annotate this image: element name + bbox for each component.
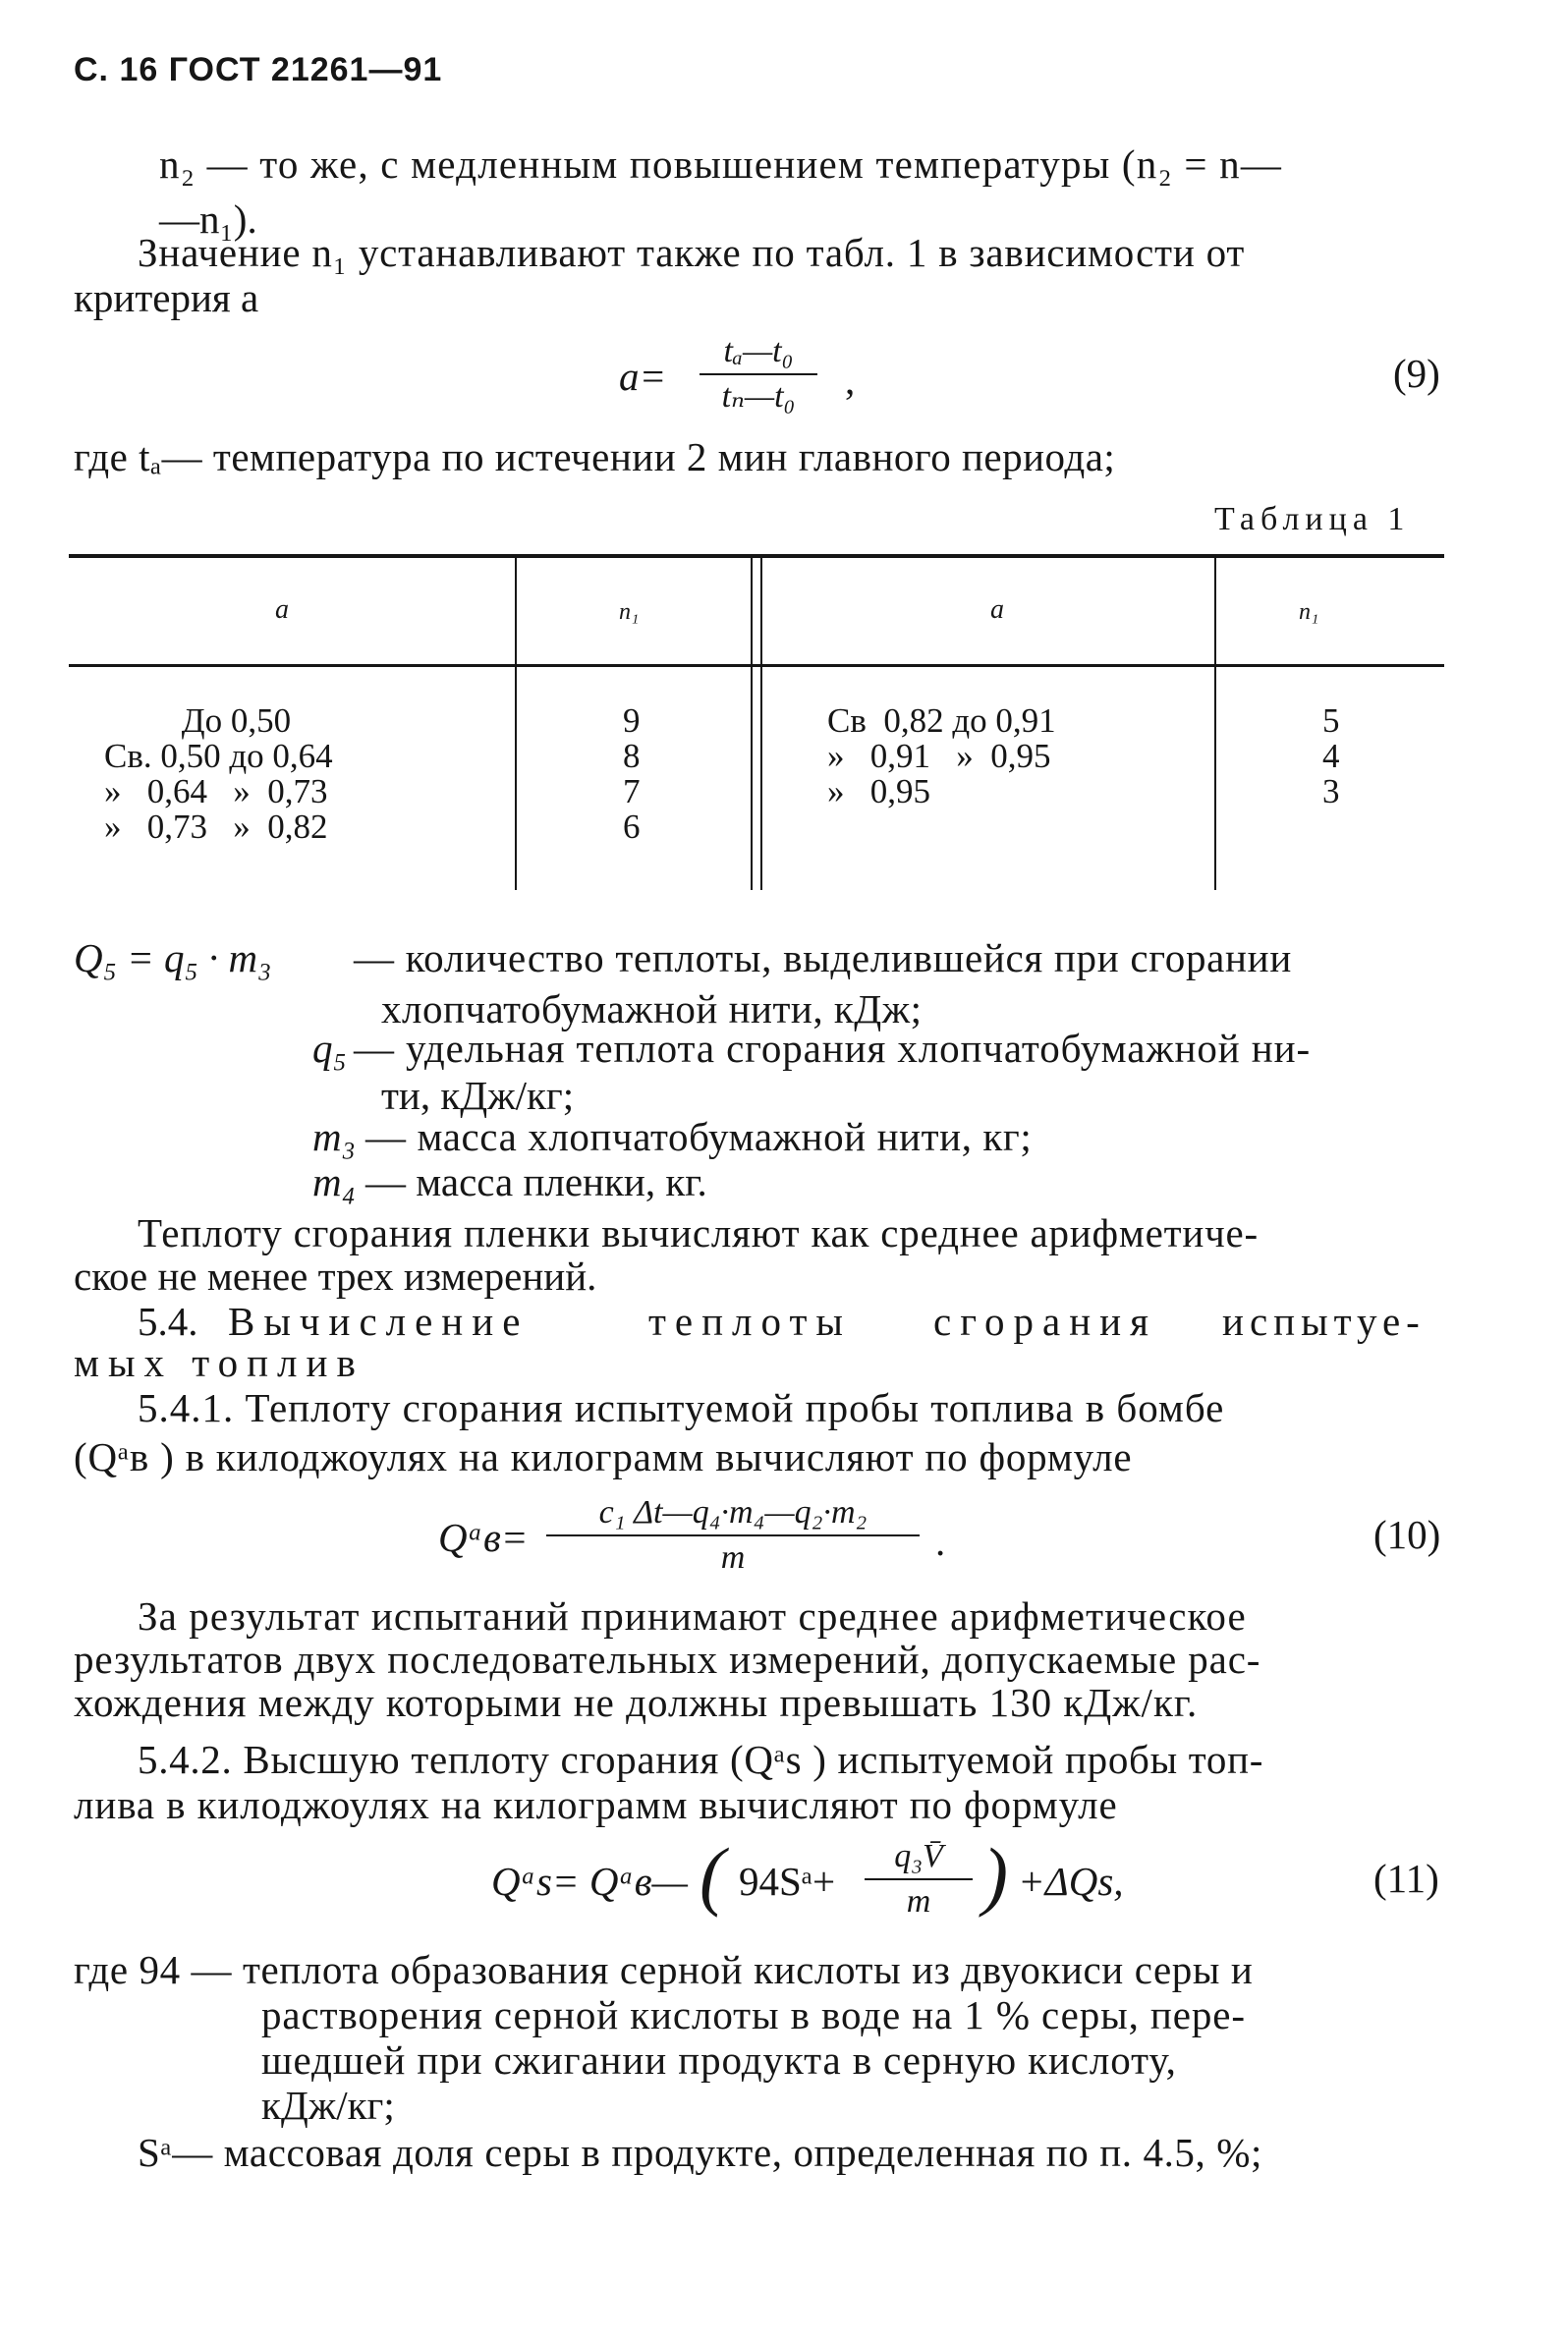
eq11-denominator: m — [906, 1883, 931, 1920]
where94-line-2: растворения серной кислоты в воде на 1 % серы, пере- — [261, 1992, 1246, 2037]
eq9-lhs: a= — [619, 354, 667, 399]
line-n1-value: Значение n₁ устанавливают также по табл. 1 в зависимости от — [138, 230, 1246, 275]
eq11-paren-open: ( — [700, 1832, 725, 1918]
def-q5-lhs: Q₅ = q₅ · m₃ — [74, 935, 272, 980]
table-left-n1-values: 9 8 7 6 — [623, 701, 641, 846]
table-left-a-values: До 0,50 Св. 0,50 до 0,64 » 0,64 » 0,73 » 0,73 » 0,82 — [104, 701, 333, 846]
table-caption: Таблица 1 — [1214, 501, 1411, 537]
page-header: С. 16 ГОСТ 21261—91 — [74, 51, 443, 88]
table-head-n1-left: n₁ — [619, 599, 640, 625]
def-q5s-lhs: q₅ — [312, 1026, 347, 1071]
line-n2-definition: n₂ — то же, с медленным повышением температуры (n₂ = n— — [159, 141, 1283, 187]
eq10-fraction — [546, 1493, 920, 1578]
def-m3-text: — масса хлопчатобумажной нити, кг; — [365, 1114, 1033, 1159]
table-head-a-left: a — [275, 594, 289, 625]
def-q5s-text-1: — удельная теплота сгорания хлопчатобумажной ни- — [354, 1026, 1312, 1071]
where94-line-4: кДж/кг; — [261, 2083, 395, 2128]
p541-line-2: (Qᵃв ) в килоджоулях на килограмм вычисляют по формуле — [74, 1434, 1133, 1479]
para-film-heat-1: Теплоту сгорания пленки вычисляют как среднее арифметиче- — [138, 1210, 1259, 1255]
p541-line-1: 5.4.1. Теплоту сгорания испытуемой пробы топлива в бомбе — [138, 1385, 1225, 1430]
def-m3-lhs: m₃ — [312, 1114, 356, 1159]
table-header-rule — [69, 664, 1444, 667]
section-54-number: 5.4. — [138, 1299, 198, 1344]
eq10-number: (10) — [1373, 1512, 1441, 1557]
def-m4-text: — масса пленки, кг. — [365, 1159, 707, 1204]
eq10-numerator: c₁ Δt—q₄·m₄—q₂·m₂ — [598, 1494, 868, 1531]
eq10-tail: . — [935, 1519, 946, 1564]
para-film-heat-2: ское не менее трех измерений. — [74, 1254, 597, 1299]
p542-line-1: 5.4.2. Высшую теплоту сгорания (Qᵃs ) испытуемой пробы топ- — [138, 1737, 1264, 1782]
def-m4-lhs: m₄ — [312, 1159, 356, 1204]
para-results-2: результатов двух последовательных измерений, допускаемые рас- — [74, 1637, 1261, 1682]
eq10-denominator: m — [720, 1539, 746, 1576]
eq11-tail: +ΔQs, — [1018, 1859, 1124, 1904]
sa-definition: Sᵃ— массовая доля серы в продукте, определенная по п. 4.5, %; — [138, 2130, 1262, 2175]
eq11-sulfur-term: 94Sᵃ+ — [739, 1859, 836, 1904]
table-vline-3 — [1214, 556, 1216, 890]
eq10-lhs: Qᵃв= — [438, 1515, 529, 1560]
section-54-word-4: испытуе- — [1222, 1299, 1426, 1344]
eq9-fraction-bar — [700, 373, 817, 375]
eq9-numerator: tₐ—t₀ — [723, 333, 794, 369]
eq10-fraction-bar — [546, 1534, 920, 1536]
def-q5s-text-2: ти, кДж/кг; — [381, 1073, 575, 1118]
table-top-rule — [69, 554, 1444, 558]
para-results-3: хождения между которыми не должны превышать 130 кДж/кг. — [74, 1680, 1199, 1725]
def-q5-text-2: хлопчатобумажной нити, кДж; — [381, 986, 923, 1031]
section-54-word-3: сгорания — [933, 1299, 1157, 1344]
eq11-numerator: q₃V̄ — [894, 1838, 943, 1874]
eq11-fraction — [865, 1837, 973, 1922]
eq11-lhs: Qᵃs= Qᵃв— — [491, 1859, 689, 1904]
section-54-line-2: мых топлив — [74, 1340, 364, 1385]
eq9-denominator: tₙ—t₀ — [721, 378, 796, 415]
eq9-fraction — [700, 332, 817, 417]
where94-line-1: где 94 — теплота образования серной кислоты из двуокиси серы и — [74, 1947, 1254, 1992]
eq9-number: (9) — [1393, 351, 1440, 396]
def-q5-text-1: — количество теплоты, выделившейся при сгорании — [354, 935, 1292, 980]
table-vline-double-a — [751, 556, 753, 890]
eq11-fraction-bar — [865, 1878, 973, 1880]
section-54-word-2: теплоты — [648, 1299, 852, 1344]
table-right-n1-values: 5 4 3 — [1322, 701, 1340, 810]
where94-line-3: шедшей при сжигании продукта в серную кислоту, — [261, 2037, 1177, 2083]
line-where-ta: где tₐ— температура по истечении 2 мин главного периода; — [74, 434, 1116, 479]
eq9-tail: , — [845, 358, 856, 403]
table-head-n1-right: n₁ — [1299, 599, 1319, 625]
line-criterion: критерия a — [74, 275, 259, 320]
table-vline-double-b — [760, 556, 762, 890]
table-head-a-right: a — [990, 594, 1004, 625]
line-n2-continuation: —n₁). — [159, 196, 257, 242]
table-vline-1 — [515, 556, 517, 890]
table-right-a-values: Св 0,82 до 0,91 » 0,91 » 0,95 » 0,95 — [827, 701, 1056, 810]
eq11-number: (11) — [1373, 1856, 1439, 1901]
section-54-word-1: Вычисление — [228, 1299, 530, 1344]
para-results-1: За результат испытаний принимают среднее арифметическое — [138, 1593, 1247, 1639]
eq11-paren-close: ) — [982, 1832, 1008, 1918]
p542-line-2: лива в килоджоулях на килограмм вычисляют по формуле — [74, 1782, 1118, 1827]
